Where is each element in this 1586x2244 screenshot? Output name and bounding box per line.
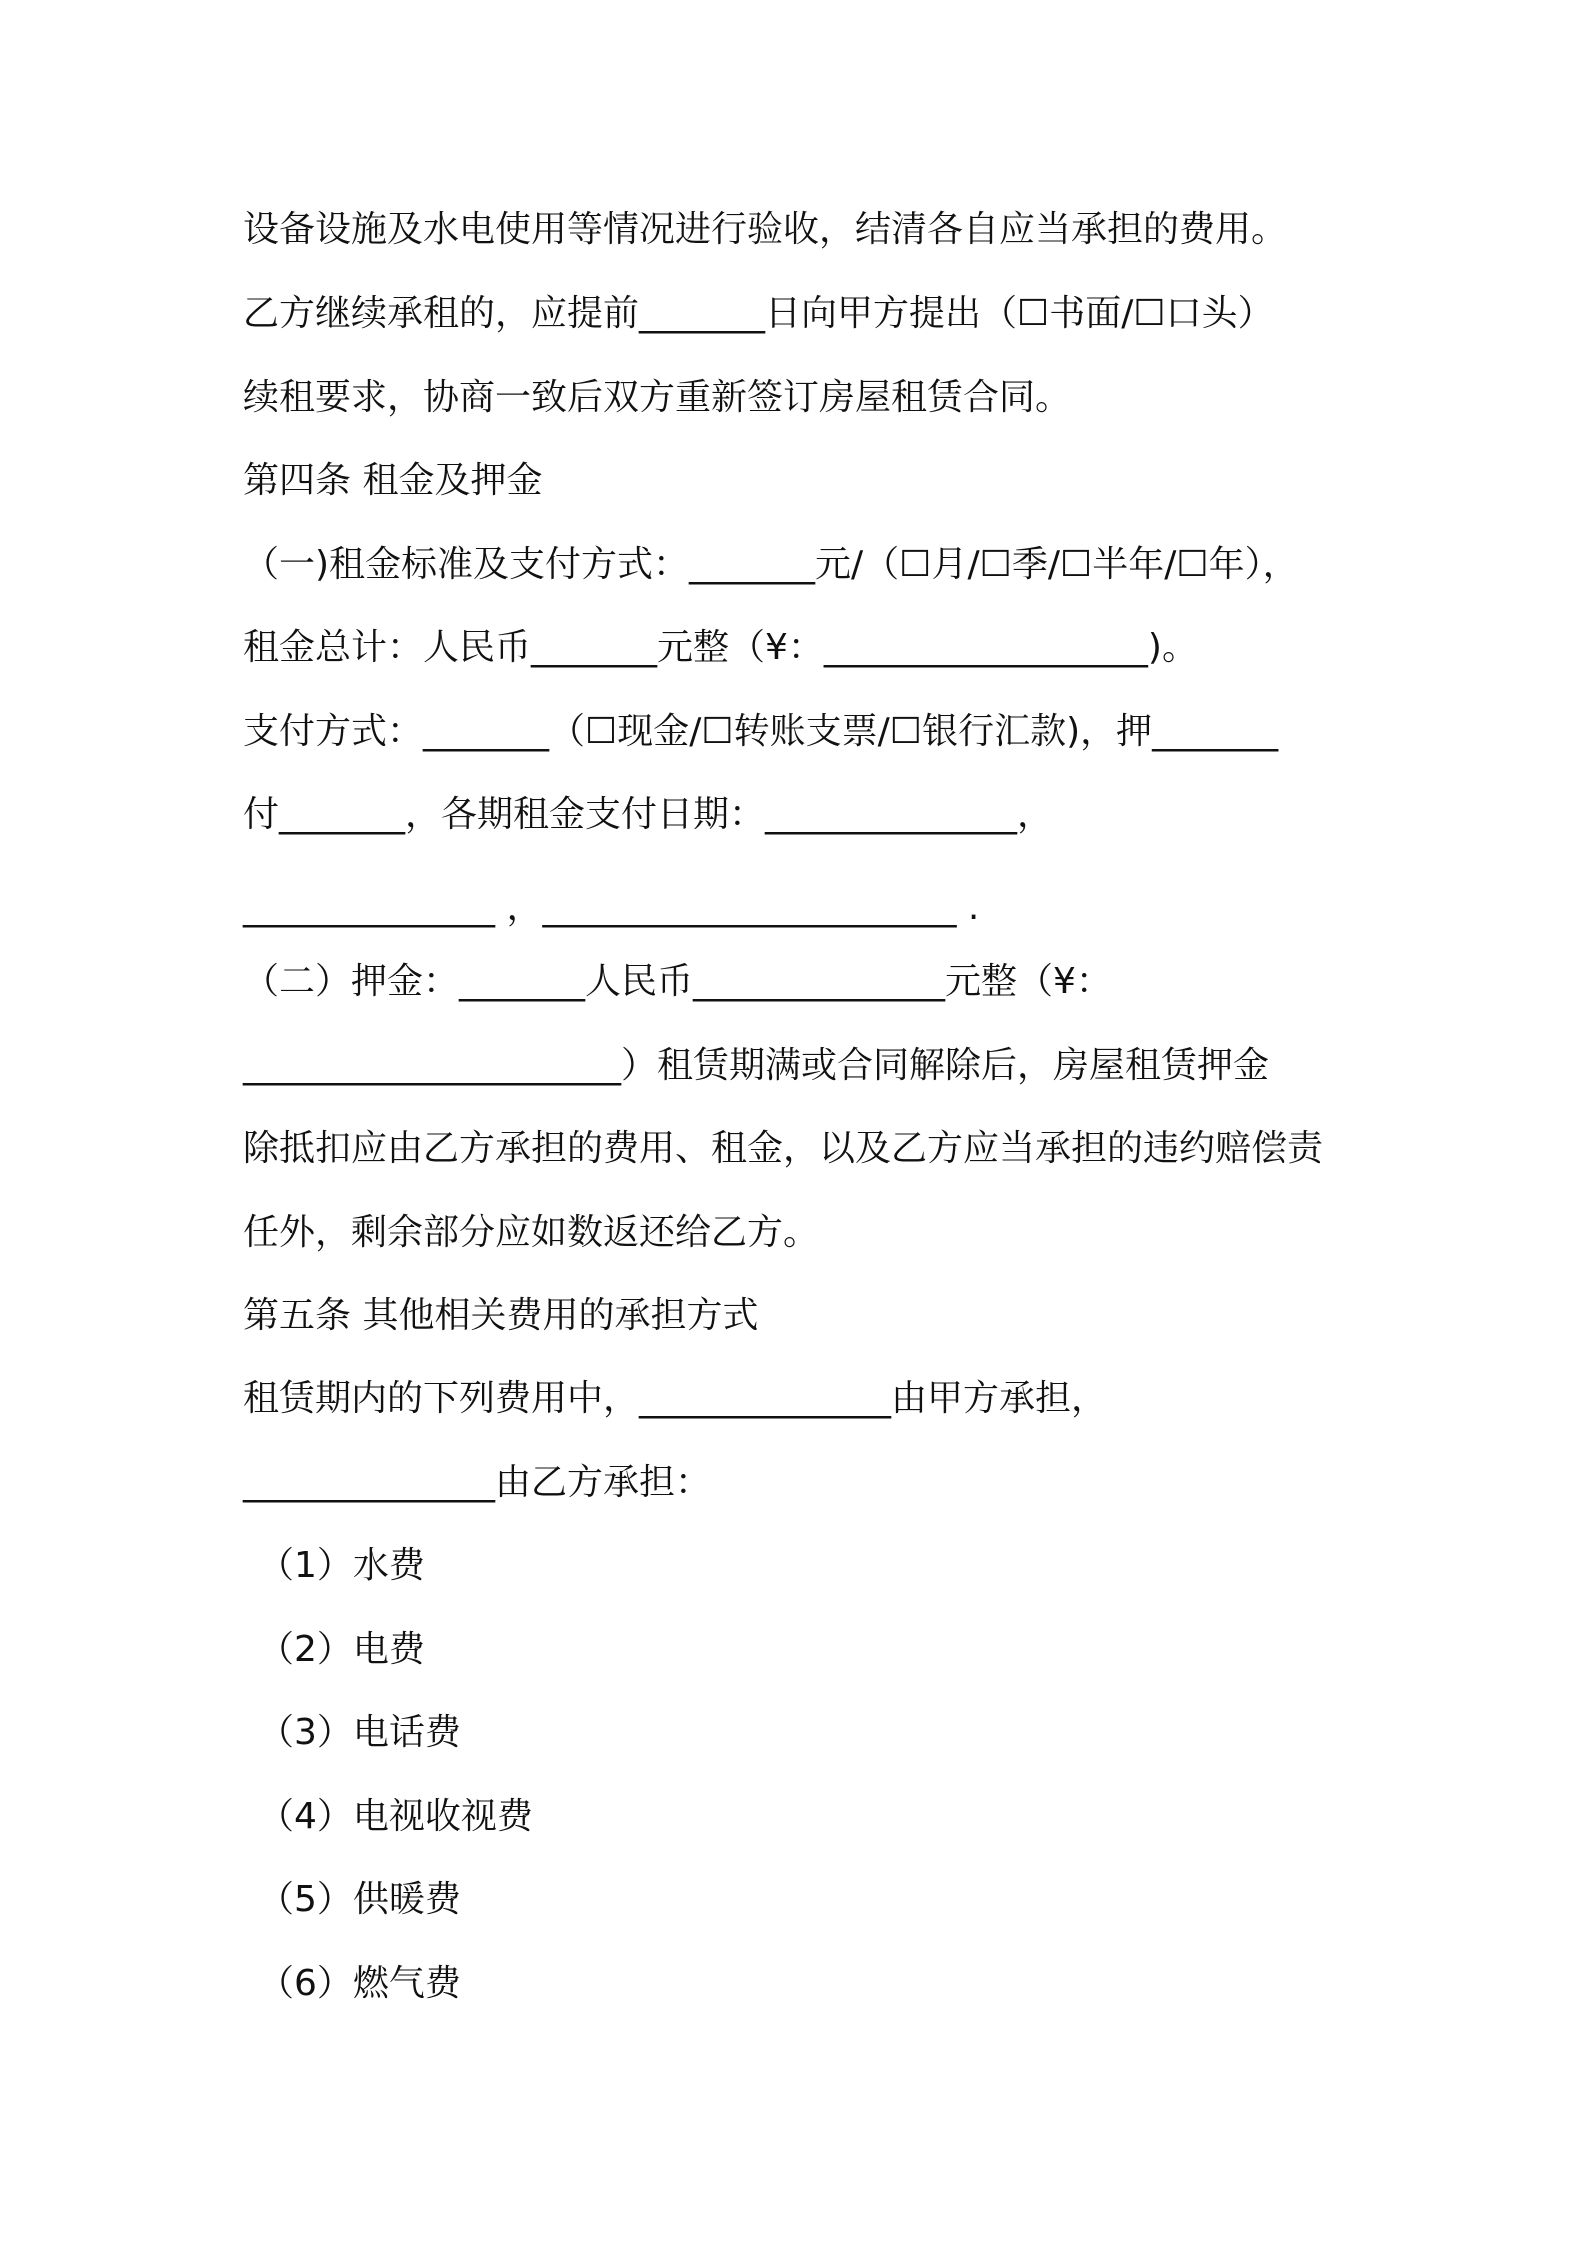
text-line: （一)租金标准及支付方式：_______元/（☐月/☐季/☐半年/☐年）， [243,544,1299,585]
text-line: 续租要求，协商一致后双方重新签订房屋租赁合同。 [243,377,1072,418]
text-line: 支付方式：_______（☐现金/☐转账支票/☐银行汇款)，押_______ [243,711,1279,752]
text-line: 任外，剩余部分应如数返还给乙方。 [243,1212,820,1253]
list-item: （1）水费 [258,1545,425,1586]
text-line: （二）押金：_______人民币______________元整（¥： [243,961,1112,1002]
text-line: ______________由乙方承担： [243,1462,712,1503]
list-item: （3）电话费 [258,1712,461,1753]
text-line: 乙方继续承租的，应提前_______日向甲方提出（☐书面/☐口头） [243,293,1274,334]
text-line: 设备设施及水电使用等情况进行验收，结清各自应当承担的费用。 [243,209,1288,250]
list-item: （5）供暖费 [258,1879,461,1920]
text-line: 付_______，各期租金支付日期：______________， [243,794,1054,835]
list-item: （2）电费 [258,1629,425,1670]
text-line: 租金总计：人民币_______元整（¥：__________________)。 [243,627,1198,668]
section-heading: 第四条 租金及押金 [243,460,543,501]
section-heading: 第五条 其他相关费用的承担方式 [243,1295,759,1336]
list-item: （4）电视收视费 [258,1796,533,1837]
list-item: （6）燃气费 [258,1963,461,2004]
text-line: 租赁期内的下列费用中，______________由甲方承担， [243,1378,1108,1419]
text-line: _____________________）租赁期满或合同解除后，房屋租赁押金 [243,1045,1270,1086]
text-line: ______________ ，_______________________ . [243,887,980,928]
text-line: 除抵扣应由乙方承担的费用、租金，以及乙方应当承担的违约赔偿责 [243,1128,1324,1169]
